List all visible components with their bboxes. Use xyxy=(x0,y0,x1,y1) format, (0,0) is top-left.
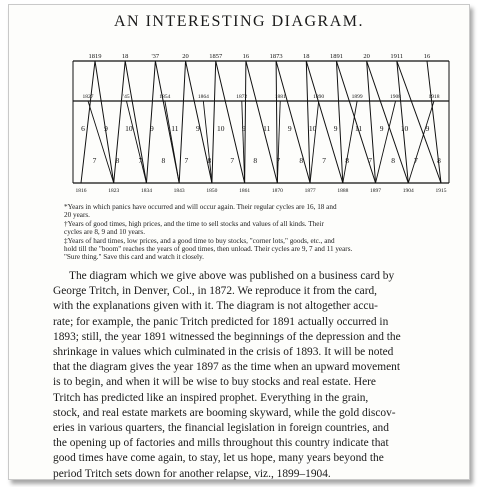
cycle-line-4 xyxy=(212,61,248,183)
bottom-year-label: 1888 xyxy=(337,188,349,194)
peak-year-label: 18 xyxy=(121,53,129,60)
footnote-line: cycles are 8, 9 and 10 years. xyxy=(64,228,146,237)
peak-year-label: 1891 xyxy=(329,53,343,60)
interval-label: 8 xyxy=(345,156,350,165)
middle-year-label: 1908 xyxy=(390,94,402,100)
cycle-line-6 xyxy=(276,61,310,183)
paragraph-line: is to begin, and when it will be wise to buy stocks and real estate. Here xyxy=(53,376,376,389)
interval-label: 10 xyxy=(308,124,317,133)
middle-year-label: 1872 xyxy=(236,94,248,100)
paragraph-line: rate; for example, the panic Tritch predicted for 1891 actually occurred in xyxy=(53,315,389,328)
bottom-year-label: 1850 xyxy=(206,188,218,194)
interval-label: 11 xyxy=(354,124,363,133)
peak-year-label: 1857 xyxy=(209,53,223,60)
bottom-year-label: 1870 xyxy=(271,188,283,194)
mid-line-8 xyxy=(376,101,396,183)
middle-year-label: 1827 xyxy=(82,94,94,100)
mid-line-6 xyxy=(310,101,319,183)
footnote-line: 20 years. xyxy=(64,211,90,220)
page-card xyxy=(8,4,470,480)
middle-year-label: '45 xyxy=(123,94,130,100)
bottom-year-label: 1904 xyxy=(402,188,414,194)
interval-label: 8 xyxy=(299,156,304,165)
bottom-year-label: 1897 xyxy=(370,188,382,194)
paragraph-line: 1893; still, the year 1891 witnessed the beginnings of the depression and the xyxy=(53,330,401,343)
interval-label: 7 xyxy=(230,156,235,165)
bottom-year-label: 1915 xyxy=(435,188,447,194)
footnote-line: *Years in which panics have occurred and will occur again. Their regular cycles are 16, 18 and xyxy=(64,203,337,211)
paragraph-line: The diagram which we give above was published on a business card by xyxy=(69,270,395,282)
middle-year-label: 1890 xyxy=(313,94,325,100)
footnote-line: †Years of good times, high prices, and the time to sell stocks and values of all kinds. Their xyxy=(64,219,324,228)
interval-label: 8 xyxy=(207,156,212,165)
peak-year-label: 16 xyxy=(242,53,250,60)
interval-label: 7 xyxy=(276,156,281,165)
interval-label: 8 xyxy=(437,156,441,165)
body-paragraph xyxy=(53,269,465,482)
bottom-year-label: 1834 xyxy=(140,188,152,194)
middle-year-label: 1864 xyxy=(197,94,209,100)
interval-label: 9 xyxy=(241,124,246,133)
interval-label: 9 xyxy=(333,124,338,133)
peak-year-label: 20 xyxy=(363,53,370,60)
interval-label: 8 xyxy=(161,156,166,165)
paragraph-line: that the diagram gives the year 1897 as the time when an upward movement xyxy=(53,361,400,374)
bottom-year-label: 1823 xyxy=(108,188,120,194)
interval-label: 9 xyxy=(150,124,154,133)
page-title: AN INTERESTING DIAGRAM. xyxy=(113,13,365,30)
cycle-line-0 xyxy=(81,61,114,183)
interval-label: 9 xyxy=(195,124,200,133)
interval-label: 7 xyxy=(92,156,97,165)
mid-line-7 xyxy=(343,101,357,183)
bottom-year-label: 1816 xyxy=(75,188,87,194)
middle-year-label: 1899 xyxy=(351,94,363,100)
mid-line-1 xyxy=(126,101,146,183)
interval-label: 7 xyxy=(322,156,327,165)
interval-label: 7 xyxy=(138,156,143,165)
bottom-year-label: 1877 xyxy=(304,188,316,194)
paragraph-line: with the explanations given with it. The diagram is not altogether accu- xyxy=(53,300,378,313)
interval-label: 10 xyxy=(125,124,133,133)
middle-year-label: 1918 xyxy=(428,94,440,100)
middle-year-label: 1854 xyxy=(159,94,171,100)
paragraph-line: George Tritch, in Denver, Col., in 1872. We reproduce it from the card, xyxy=(53,285,378,298)
paragraph-line: stock, and real estate markets are booming skyward, while the gold discov- xyxy=(53,406,396,419)
footnote-line: "Sure thing." Save this card and watch it closely. xyxy=(64,253,204,262)
interval-label: 7 xyxy=(414,156,418,165)
mid-line-0 xyxy=(88,101,114,183)
interval-label: 8 xyxy=(391,156,395,165)
paragraph-line: eries in various quarters, the financial legislation in foreign countries, and xyxy=(53,422,389,435)
footnote-line: hold till the "boom" reaches the years of good times, then unload. Their cycles are 9, 7 and 11 years. xyxy=(64,245,353,253)
cycle-line-9 xyxy=(367,61,409,183)
peak-year-label: 16 xyxy=(423,53,431,60)
middle-year-label: 1881 xyxy=(274,94,286,100)
interval-label: 11 xyxy=(263,124,271,133)
bottom-year-label: 1861 xyxy=(239,188,251,194)
interval-label: 7 xyxy=(184,156,189,165)
interval-label: 6 xyxy=(81,124,85,133)
mid-line-9 xyxy=(408,101,434,183)
peak-year-label: '37 xyxy=(151,53,160,60)
peak-year-label: 1873 xyxy=(269,53,283,60)
peak-year-label: 1819 xyxy=(88,53,102,60)
peak-year-label: 18 xyxy=(303,53,310,60)
interval-label: 10 xyxy=(217,124,225,133)
interval-label: 11 xyxy=(171,124,179,133)
interval-label: 7 xyxy=(368,156,372,165)
mid-line-2 xyxy=(165,101,179,183)
interval-label: 9 xyxy=(425,124,430,133)
paragraph-line: Tritch has predicted like an inspired prophet. Everything in the grain, xyxy=(53,391,369,404)
interval-label: 10 xyxy=(400,124,409,133)
interval-label: 8 xyxy=(253,156,258,165)
mid-line-3 xyxy=(203,101,212,183)
interval-label: 9 xyxy=(104,124,108,133)
footnote-line: ‡Years of hard times, low prices, and a good time to buy stocks, "corner lots," goods, etc., and xyxy=(64,236,335,245)
peak-year-label: 20 xyxy=(182,53,189,60)
paragraph-line: shrinkage in values which culminated in the crisis of 1893. It will be noted xyxy=(53,346,394,359)
interval-label: 9 xyxy=(379,124,384,133)
paragraph-line: period Tritch sets down for another relapse, viz., 1899–1904. xyxy=(53,467,331,480)
interval-label: 8 xyxy=(115,156,120,165)
interval-label: 9 xyxy=(287,124,292,133)
paragraph-line: good times have come again, to stay, let us hope, many years beyond the xyxy=(53,452,384,465)
paragraph-line: the opening up of factories and mills throughout this country indicate that xyxy=(53,437,389,450)
mid-line-5 xyxy=(277,101,280,183)
peak-year-label: 1911 xyxy=(390,53,404,60)
tritch-cycle-diagram xyxy=(61,45,457,195)
bottom-year-label: 1843 xyxy=(173,188,185,194)
